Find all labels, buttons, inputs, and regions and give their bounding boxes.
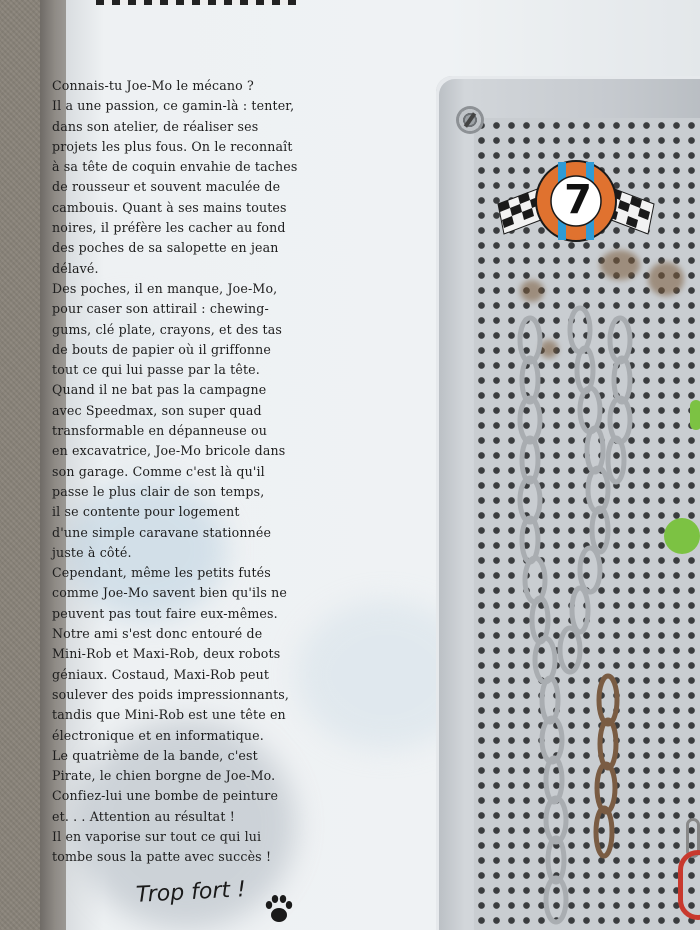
hanging-chains (490, 300, 660, 930)
story-line: de bouts de papier où il griffonne (52, 341, 271, 357)
story-line: Des poches, il en manque, Joe-Mo, (52, 280, 278, 296)
story-line: des poches de sa salopette en jean (52, 240, 279, 256)
story-line: peuvent pas tout faire eux-mêmes. (52, 605, 278, 621)
story-line: soulever des poids impressionnants, (52, 686, 290, 702)
story-line: de rousseur et souvent maculée de (52, 179, 281, 195)
screw-icon (456, 106, 484, 134)
story-line: à sa tête de coquin envahie de taches (52, 159, 298, 175)
story-line: Confiez-lui une bombe de peinture (52, 788, 279, 804)
story-line: tout ce qui lui passe par la tête. (52, 362, 260, 378)
rust-stain (600, 250, 640, 280)
story-line: dans son atelier, de réaliser ses (52, 118, 259, 134)
story-line: géniaux. Costaud, Maxi-Rob peut (52, 666, 270, 682)
story-line: transformable en dépanneuse ou (52, 423, 267, 439)
story-line: Pirate, le chien borgne de Joe-Mo. (52, 768, 276, 784)
story-line: Il a une passion, ce gamin-là : tenter, (52, 98, 295, 114)
story-line: comme Joe-Mo savent bien qu'ils ne (52, 585, 287, 601)
story-line: Le quatrième de la bande, c'est (52, 747, 258, 763)
story-line: Notre ami s'est donc entouré de (52, 626, 263, 642)
story-line: Cependant, même les petits futés (52, 565, 271, 581)
red-ring-tool (678, 850, 700, 920)
badge-number: 7 (564, 177, 592, 223)
story-line: il se contente pour logement (52, 504, 240, 520)
story-line: électronique et en informatique. (52, 727, 264, 743)
rust-stain (648, 262, 684, 296)
story-text (52, 76, 372, 868)
story-line: projets les plus fous. On le reconnaît (52, 138, 293, 154)
story-line: gums, clé plate, crayons, et des tas (52, 321, 283, 337)
rust-stain (520, 280, 544, 302)
story-line: Il en vaporise sur tout ce qui lui (52, 828, 262, 844)
story-line: son garage. Comme c'est là qu'il (52, 463, 265, 479)
story-line: en excavatrice, Joe-Mo bricole dans (52, 443, 286, 459)
paw-print-icon (262, 892, 296, 926)
story-line: Connais-tu Joe-Mo le mécano ? (52, 78, 254, 93)
story-line: tandis que Mini-Rob est une tête en (52, 707, 286, 723)
story-line: cambouis. Quant à ses mains toutes (52, 199, 287, 215)
story-line: d'une simple caravane stationnée (52, 524, 272, 540)
story-line: avec Speedmax, son super quad (52, 402, 262, 418)
story-line: délavé. (52, 260, 99, 276)
green-paint-spot (690, 400, 700, 430)
checkered-border (96, 0, 296, 5)
story-line: passe le plus clair de son temps, (52, 483, 265, 499)
story-line: Quand il ne bat pas la campagne (52, 382, 267, 398)
story-line: et. . . Attention au résultat ! (52, 808, 235, 824)
story-line: noires, il préfère les cacher au fond (52, 220, 286, 236)
story-line: tombe sous la patte avec succès ! (52, 849, 272, 865)
story-line: juste à côté. (52, 544, 132, 560)
signature-text: Trop fort ! (135, 877, 247, 908)
story-line: Mini-Rob et Maxi-Rob, deux robots (52, 646, 281, 662)
story-line: pour caser son attirail : chewing- (52, 301, 269, 317)
green-paint-spot (664, 518, 700, 554)
